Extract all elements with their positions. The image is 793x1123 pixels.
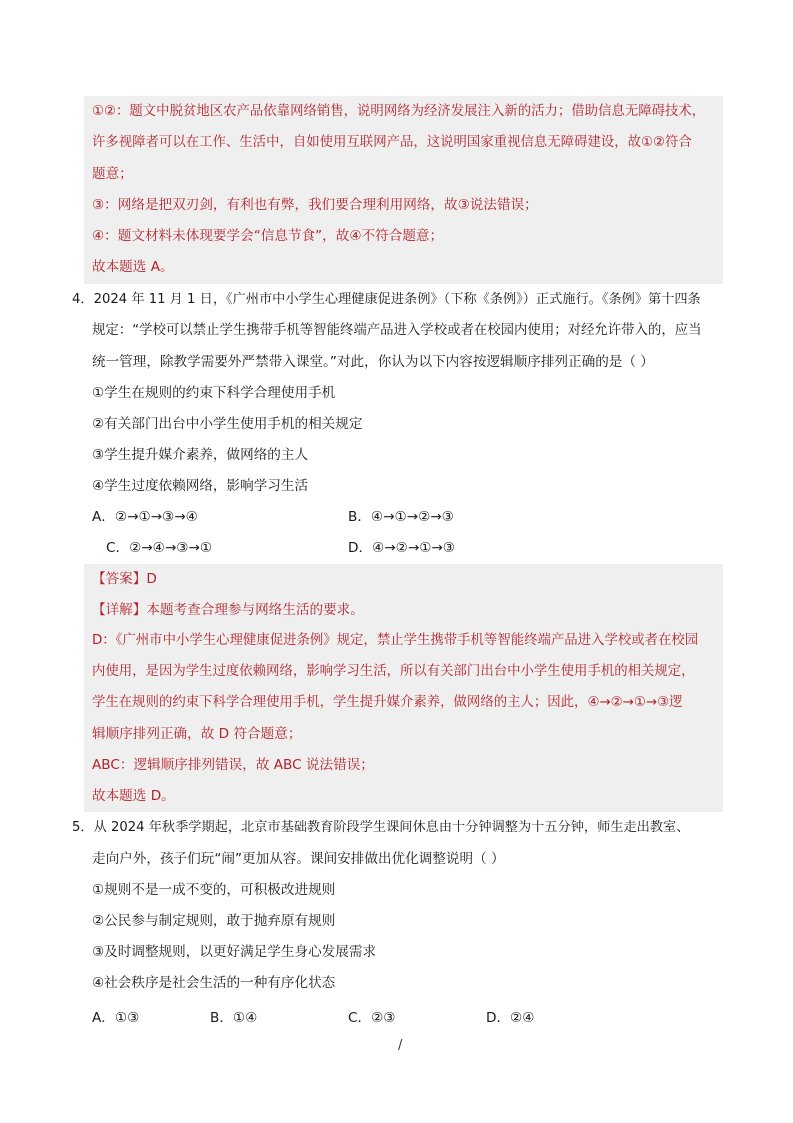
- q5-option-a: A．①③: [92, 1010, 140, 1026]
- q4-item-3: ③学生提升媒介素养，做网络的主人: [92, 447, 309, 463]
- q4-explain-line-1: D：《广州市中小学生心理健康促进条例》规定，禁止学生携带手机等智能终端产品进入学校或者在校园: [92, 633, 699, 648]
- q5-option-c: C．②③: [348, 1010, 396, 1026]
- q4-stem-line-2: 规定：“学校可以禁止学生携带手机等智能终端产品进入学校或者在校园内使用；对经允许带入的，应当: [92, 323, 702, 338]
- q4-detail-line: [92, 600, 364, 620]
- q4-explain-line-2: 内使用，是因为学生过度依赖网络，影响学习生活，所以有关部门出台中小学生使用手机的相关规定，: [92, 664, 695, 679]
- q4-answer: 【答案】D: [92, 571, 157, 587]
- q3-explain-line-5: ④：题文材料未体现要学会“信息节食”，故④不符合题意；: [92, 228, 444, 244]
- q4-explain-line-4: 辑顺序排列正确，故 D 符合题意；: [92, 726, 302, 742]
- q4-item-4: ④学生过度依赖网络，影响学习生活: [92, 478, 309, 494]
- q3-explain-line-6: 故本题选 A。: [92, 259, 174, 275]
- q4-detail-label: 【详解】: [92, 602, 147, 618]
- q3-explain-line-2: 许多视障者可以在工作、生活中，自如使用互联网产品，这说明国家重视信息无障碍建设，故①②符合: [92, 135, 692, 150]
- q4-option-c: C．②→④→③→①: [106, 540, 213, 556]
- q4-explain-line-3: 学生在规则的约束下科学合理使用手机，学生提升媒介素养，做网络的主人；因此，④→②→①→③逻: [92, 695, 683, 710]
- q4-stem-line-1: 4．2024 年 11 月 1 日，《广州市中小学生心理健康促进条例》（下称《条例》）正式施行。《条例》第十四条: [72, 292, 701, 307]
- q5-item-2: ②公民参与制定规则，敢于抛弃原有规则: [92, 913, 336, 929]
- q3-explanation-block: [84, 96, 723, 284]
- q3-explain-line-3: 题意；: [92, 166, 133, 182]
- page-footer: /: [398, 1038, 403, 1053]
- q5-stem-line-2: 走向户外，孩子们玩“闹”更加从容。课间安排做出优化调整说明（ ）: [92, 851, 505, 867]
- q4-stem-line-3: 统一管理，除教学需要外严禁带入课堂。”对此，你认为以下内容按逻辑顺序排列正确的是（ ）: [92, 354, 654, 370]
- q5-item-3: ③及时调整规则，以更好满足学生身心发展需求: [92, 944, 377, 960]
- q4-option-a: A．②→①→③→④: [92, 509, 198, 525]
- q5-item-1: ①规则不是一成不变的，可积极改进规则: [92, 882, 336, 898]
- q4-explain-line-6: 故本题选 D。: [92, 788, 175, 804]
- q4-detail-text: 本题考查合理参与网络生活的要求。: [146, 602, 364, 618]
- q4-option-b: B．④→①→②→③: [348, 509, 454, 525]
- q5-option-d: D．②④: [486, 1010, 535, 1026]
- q4-explain-line-5: ABC：逻辑顺序排列错误，故 ABC 说法错误；: [92, 757, 374, 773]
- q5-option-b: B．①④: [210, 1010, 258, 1026]
- q3-explain-line-1: ①②：题文中脱贫地区农产品依靠网络销售，说明网络为经济发展注入新的活力；借助信息无障碍技术，: [92, 104, 706, 119]
- q5-stem-line-1: 5．从 2024 年秋季学期起，北京市基础教育阶段学生课间休息由十分钟调整为十五分钟，师生走出教室、: [72, 820, 690, 835]
- q4-item-1: ①学生在规则的约束下科学合理使用手机: [92, 385, 336, 401]
- q5-item-4: ④社会秩序是社会生活的一种有序化状态: [92, 975, 336, 991]
- q3-explain-line-4: ③：网络是把双刃剑，有利也有弊，我们要合理利用网络，故③说法错误；: [92, 197, 538, 213]
- q4-option-d: D．④→②→①→③: [348, 540, 455, 556]
- q4-item-2: ②有关部门出台中小学生使用手机的相关规定: [92, 416, 363, 432]
